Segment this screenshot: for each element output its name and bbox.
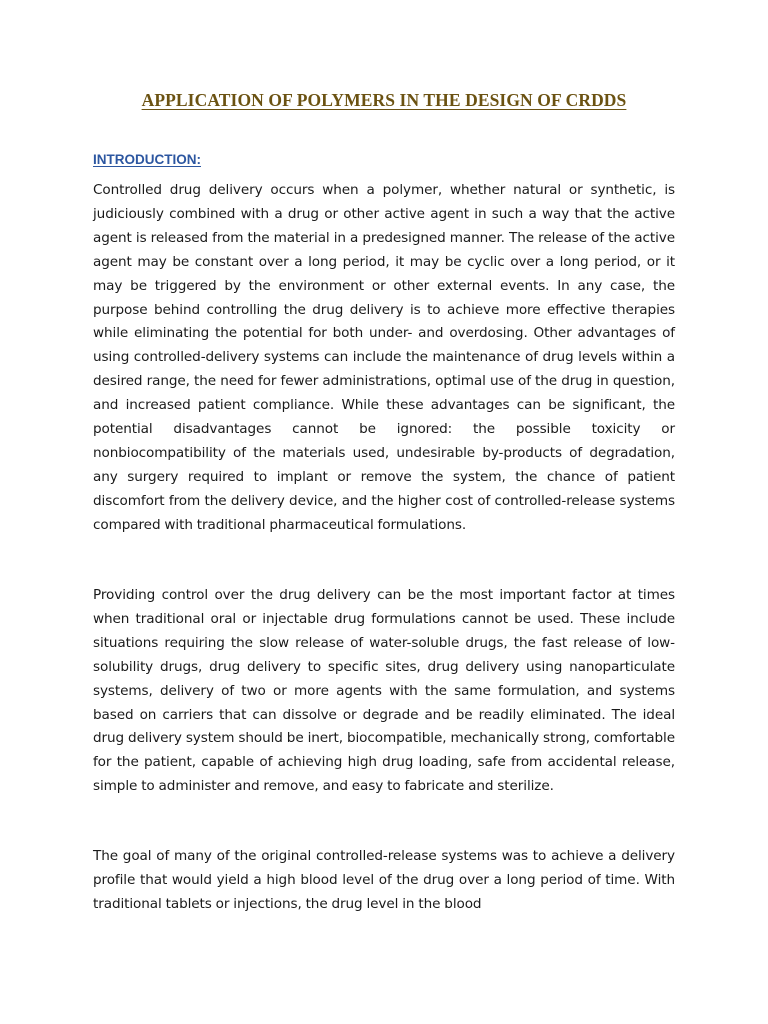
paragraph-2: Providing control over the drug delivery can be the most important factor at times when traditional oral or injectable drug formulations cannot be used. These include situations requiring the slow release of water-soluble drugs, the fast release of low-solubility drugs, drug delivery to specific sites, drug delivery using nanoparticulate systems, delivery of two or more agents with the same formulation, and systems based on carriers that can dissolve or degrade and be readily eliminated. The ideal drug delivery system should be inert, biocompatible, mechanically strong, comfortable for the patient, capable of achieving high drug loading, safe from accidental release, simple to administer and remove, and easy to fabricate and sterilize. [93,587,675,795]
paragraph-3: The goal of many of the original controlled-release systems was to achieve a delivery profile that would yield a high blood level of the drug over a long period of time. With traditional tablets or injections, the drug level in the blood [93,848,675,912]
document-title: APPLICATION OF POLYMERS IN THE DESIGN OF CRDDS [141,90,627,110]
section-heading-introduction: INTRODUCTION: [93,152,201,167]
paragraph-1: Controlled drug delivery occurs when a polymer, whether natural or synthetic, is judiciously combined with a drug or other active agent in such a way that the active agent is released from the material in a predesigned manner. The release of the active agent may be constant over a long period, it may be cyclic over a long period, or it may be triggered by the environment or other external events. In any case, the purpose behind controlling the drug delivery is to achieve more effective therapies while eliminating the potential for both under- and overdosing. Other advantages of using controlled-delivery systems can include the maintenance of drug levels within a desired range, the need for fewer administrations, optimal use of the drug in question, and increased patient compliance. While these advantages can be significant, the potential disadvantages cannot be ignored: the possible toxicity or nonbiocompatibility of the materials used, undesirable by-products of degradation, any surgery required to implant or remove the system, the chance of patient discomfort from the delivery device, and the higher cost of controlled-release systems compared with traditional pharmaceutical formulations. [93,182,675,533]
